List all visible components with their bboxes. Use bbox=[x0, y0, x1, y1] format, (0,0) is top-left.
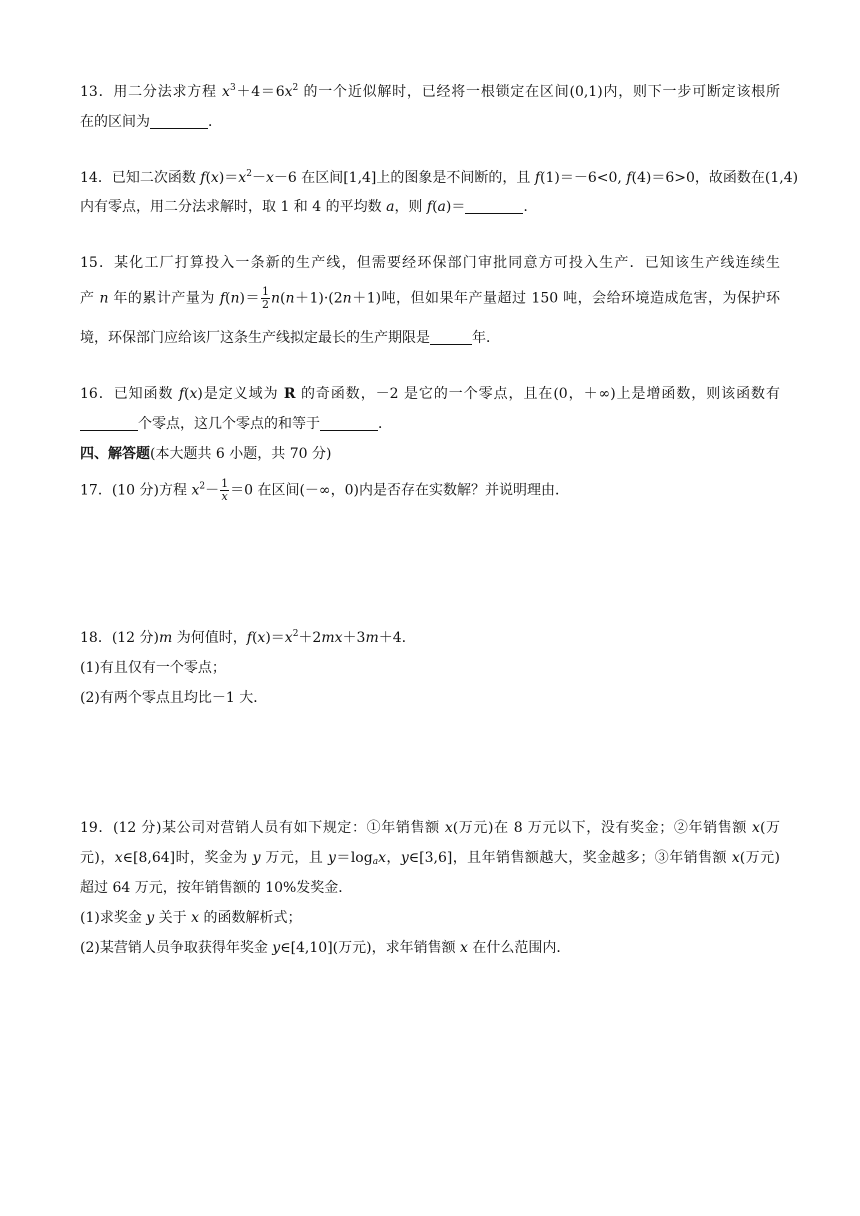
question-14-line-2: 内有零点，用二分法求解时，取 1 和 4 的平均数 a，则 f(a)＝ . bbox=[80, 199, 528, 215]
question-17: 17．(10 分)方程 $x^2-$ $\frac{1}{x}$ ＝0 在区间(－∞，0)内是否存在实数解？并说明理由． bbox=[80, 477, 569, 503]
question-19-line-1: 19．(12 分)某公司对营销人员有如下规定：①年销售额 x(万元)在 8 万元以下，没有奖金；②年销售额 x(万 bbox=[80, 820, 781, 836]
answer-blank[interactable] bbox=[465, 199, 523, 214]
question-15-line-3: 境，环保部门应给该厂这条生产线拟定最长的生产期限是 年． bbox=[80, 330, 500, 346]
question-16-line-2: 个零点，这几个零点的和等于 ． bbox=[80, 414, 780, 434]
section-heading: 四、解答题(本大题共 6 小题，共 70 分) bbox=[80, 446, 332, 462]
question-14-line-1: 14．已知二次函数 $f(x)=x^2-x-6$ 在区间[1,4]上的图象是不间断的，且 f(1)＝－6<0, f(4)＝6>0，故函数在(1,4) bbox=[80, 169, 799, 186]
answer-blank[interactable] bbox=[430, 330, 472, 345]
question-18-part-1: (1)有且仅有一个零点； bbox=[80, 660, 226, 676]
question-19-line-3: 超过 64 万元，按年销售额的 10%发奖金． bbox=[80, 880, 353, 896]
question-19-part-1: (1)求奖金 y 关于 x 的函数解析式； bbox=[80, 910, 302, 926]
question-19-part-2: (2)某营销人员争取获得年奖金 y∈[4,10](万元)，求年销售额 x 在什么范围内． bbox=[80, 940, 571, 956]
answer-blank[interactable] bbox=[320, 416, 378, 431]
fraction-one-over-x: $\frac{1}{x}$ bbox=[221, 477, 229, 503]
answer-blank[interactable] bbox=[80, 416, 138, 431]
question-13-line-1: 13．用二分法求方程 $x^3+4=6x^2$ 的一个近似解时，已经将一根锁定在区间(0,1)内，则下一步可断定该根所 bbox=[80, 83, 781, 100]
question-18-line-1: 18．(12 分)m 为何值时，$f(x)=x^2+2mx+3m+4$. bbox=[80, 629, 407, 646]
question-18-part-2: (2)有两个零点且均比－1 大． bbox=[80, 690, 268, 706]
question-15-line-1: 15．某化工厂打算投入一条新的生产线，但需要经环保部门审批同意方可投入生产．已知该生产线连续生 bbox=[80, 255, 780, 271]
question-15-line-2: 产 n 年的累计产量为 f(n)＝ $\frac{1}{2}$ n(n＋1)·(2n＋1)吨，但如果年产量超过 150 吨，会给环境造成危害，为保护环 bbox=[80, 285, 780, 311]
question-13-line-2: 在的区间为 ． bbox=[80, 114, 222, 130]
question-19-line-2: 元)，x∈[8,64]时，奖金为 y 万元，且 $y=\log_ax$，y∈[3,6]，且年销售额越大，奖金越多；③年销售额 x(万元) bbox=[80, 850, 780, 867]
fraction-one-half: $\frac{1}{2}$ bbox=[261, 285, 269, 311]
answer-blank[interactable] bbox=[150, 114, 208, 129]
question-16-line-1: 16．已知函数 f(x)是定义域为 R 的奇函数，－2 是它的一个零点，且在(0，＋∞)上是增函数，则该函数有 bbox=[80, 386, 780, 402]
